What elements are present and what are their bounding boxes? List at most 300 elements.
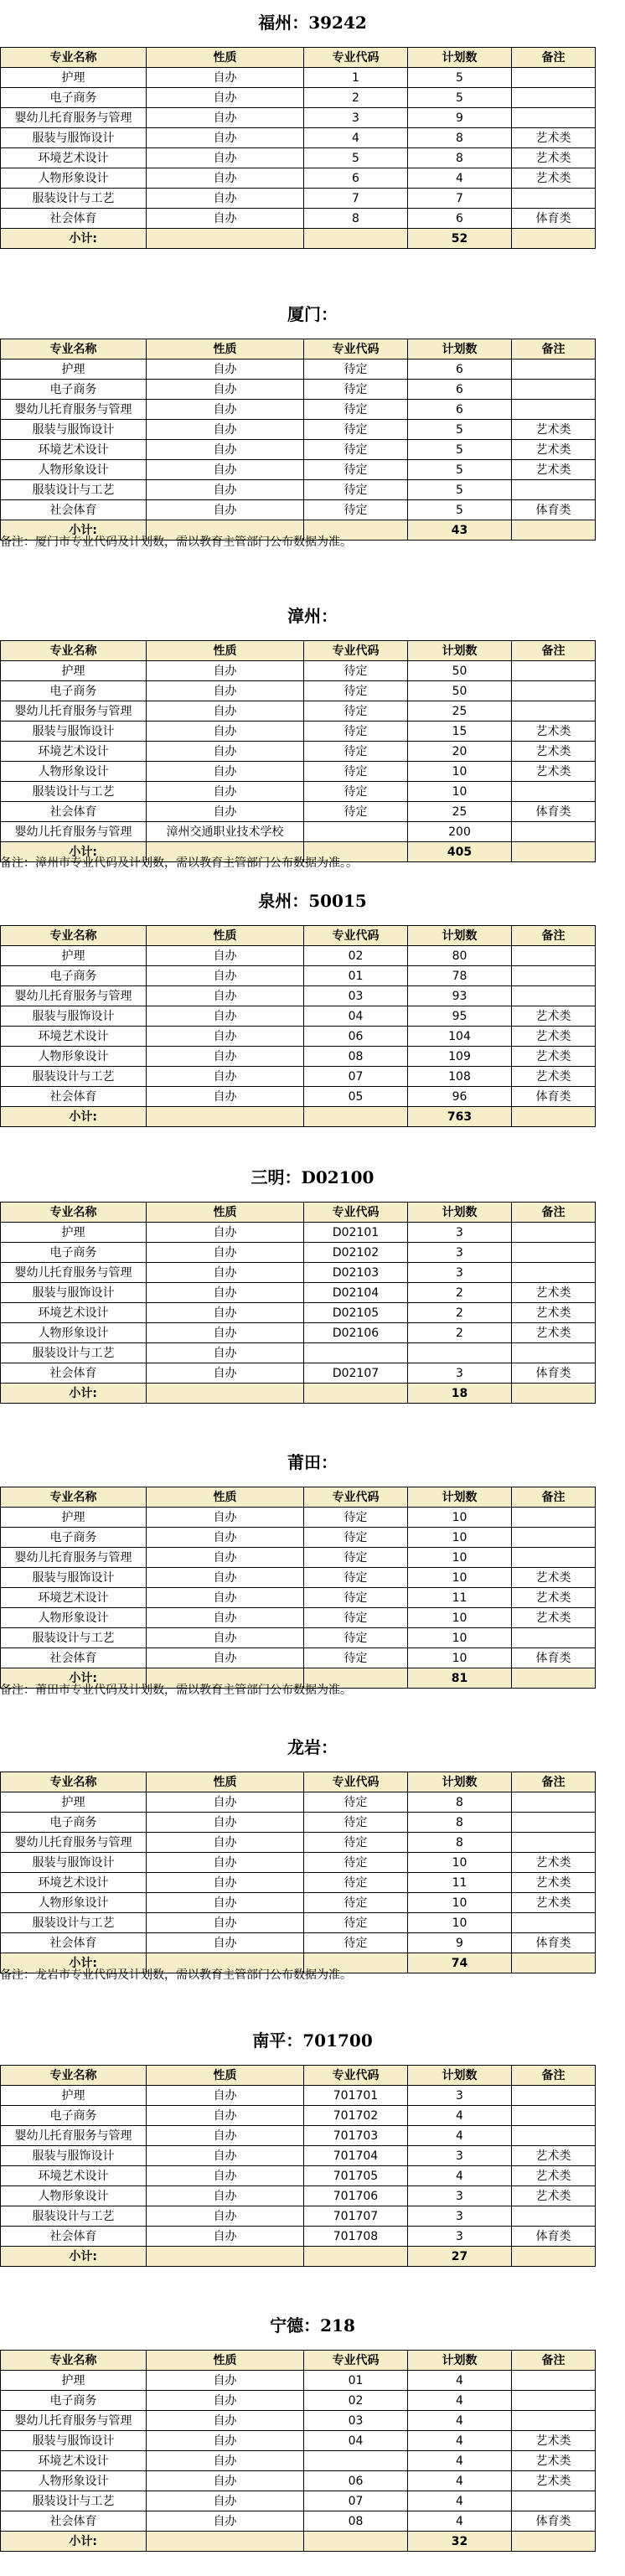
column-header: 专业名称 (1, 2351, 147, 2371)
table-cell: 艺术类 (512, 2431, 596, 2451)
table-row (1, 986, 596, 1006)
subtotal-empty-cell (147, 229, 304, 249)
table-cell (512, 966, 596, 986)
table-cell: 社会体育 (1, 2227, 147, 2247)
table-cell: 06 (304, 2471, 408, 2491)
table-cell: 护理 (1, 946, 147, 966)
table-cell: 人物形象设计 (1, 2186, 147, 2206)
table-cell: 自办 (147, 1628, 304, 1648)
table-cell: 待定 (304, 1913, 408, 1933)
table-cell: 03 (304, 986, 408, 1006)
table-cell: 环境艺术设计 (1, 742, 147, 762)
table-row (1, 2431, 596, 2451)
table-row (1, 2146, 596, 2166)
table-cell: 06 (304, 1027, 408, 1047)
table-cell (512, 1792, 596, 1813)
table-cell: 待定 (304, 782, 408, 802)
subtotal-value: 405 (408, 842, 512, 862)
table-row (1, 1343, 596, 1363)
table-cell: 自办 (147, 1363, 304, 1384)
table-cell: 3 (408, 2146, 512, 2166)
table-cell: 艺术类 (512, 128, 596, 148)
table-cell: 艺术类 (512, 1568, 596, 1588)
table-cell: 5 (408, 500, 512, 520)
table-cell: 社会体育 (1, 1363, 147, 1384)
table-cell (512, 2491, 596, 2511)
table-cell: 人物形象设计 (1, 168, 147, 189)
subtotal-empty-cell (147, 1384, 304, 1404)
table-cell: 环境艺术设计 (1, 1588, 147, 1608)
table-cell: 03 (304, 2411, 408, 2431)
table-cell: 95 (408, 1006, 512, 1027)
table-cell: 艺术类 (512, 420, 596, 440)
table-row (1, 420, 596, 440)
table-cell: 6 (408, 360, 512, 380)
table-cell: 9 (408, 108, 512, 128)
table-cell: 自办 (147, 440, 304, 460)
table-cell: 3 (408, 1243, 512, 1263)
table-row (1, 1792, 596, 1813)
table-cell: 艺术类 (512, 2186, 596, 2206)
table-cell: 10 (408, 762, 512, 782)
table-cell: 待定 (304, 802, 408, 822)
table-cell: 体育类 (512, 2227, 596, 2247)
table-cell: 7 (408, 189, 512, 209)
table-cell: 4 (408, 168, 512, 189)
table-cell: 婴幼儿托育服务与管理 (1, 2411, 147, 2431)
table-cell: 自办 (147, 1087, 304, 1107)
table-cell: 电子商务 (1, 966, 147, 986)
table-cell: 艺术类 (512, 1873, 596, 1893)
table-row (1, 1363, 596, 1384)
table-cell: 自办 (147, 1833, 304, 1853)
city-title: 莆田： (287, 1452, 338, 1472)
table-row (1, 148, 596, 168)
subtotal-value: 74 (408, 1953, 512, 1973)
table-row (1, 762, 596, 782)
column-header: 专业名称 (1, 926, 147, 946)
table-cell: 待定 (304, 1813, 408, 1833)
table-cell: 11 (408, 1873, 512, 1893)
subtotal-empty-cell (512, 1384, 596, 1404)
table-cell: 自办 (147, 2431, 304, 2451)
table-cell: 环境艺术设计 (1, 2166, 147, 2186)
table-cell: 服装设计与工艺 (1, 1628, 147, 1648)
table-cell: 艺术类 (512, 2451, 596, 2471)
table-cell: 电子商务 (1, 1528, 147, 1548)
table-cell: 婴幼儿托育服务与管理 (1, 822, 147, 842)
table-cell: 109 (408, 1047, 512, 1067)
table-cell: 待定 (304, 400, 408, 420)
table-cell: 艺术类 (512, 1893, 596, 1913)
table-cell: 服装设计与工艺 (1, 1343, 147, 1363)
section-note: 备注：漳州市专业代码及计划数，需以教育主管部门公布数据为准。。 (0, 856, 358, 870)
table-cell: 待定 (304, 380, 408, 400)
table-cell: 待定 (304, 722, 408, 742)
column-header: 专业代码 (304, 1487, 408, 1508)
table-row (1, 2186, 596, 2206)
table-cell: 婴幼儿托育服务与管理 (1, 1548, 147, 1568)
table-row (1, 168, 596, 189)
table-cell: 服装与服饰设计 (1, 128, 147, 148)
table-cell: 护理 (1, 1223, 147, 1243)
table-cell: 社会体育 (1, 2511, 147, 2532)
table-cell: 婴幼儿托育服务与管理 (1, 701, 147, 722)
table-cell: D02103 (304, 1263, 408, 1283)
subtotal-value: 32 (408, 2532, 512, 2552)
table-row (1, 1548, 596, 1568)
subtotal-value: 18 (408, 1384, 512, 1404)
table-cell: 08 (304, 2511, 408, 2532)
table-cell: 4 (408, 2431, 512, 2451)
table-row (1, 1067, 596, 1087)
table-cell: 待定 (304, 1588, 408, 1608)
column-header: 计划数 (408, 1487, 512, 1508)
table-cell: 自办 (147, 108, 304, 128)
table-cell (512, 1508, 596, 1528)
table-cell: 电子商务 (1, 681, 147, 701)
subtotal-empty-cell (304, 1107, 408, 1127)
table-cell: 服装与服饰设计 (1, 420, 147, 440)
table-header-row (1, 641, 596, 661)
table-row (1, 400, 596, 420)
table-cell: 4 (408, 2371, 512, 2391)
table-cell: 8 (408, 1813, 512, 1833)
table-cell: 艺术类 (512, 1006, 596, 1027)
table-row (1, 1087, 596, 1107)
subtotal-empty-cell (512, 1668, 596, 1689)
section-note: 备注：厦门市专业代码及计划数，需以教育主管部门公布数据为准。 (0, 535, 352, 549)
table-cell: 3 (408, 2206, 512, 2227)
table-cell: 4 (408, 2451, 512, 2471)
column-header: 备注 (512, 926, 596, 946)
table-cell: 50 (408, 681, 512, 701)
table-cell (512, 68, 596, 88)
subtotal-empty-cell (512, 2532, 596, 2552)
table-row (1, 440, 596, 460)
table-cell: 自办 (147, 1283, 304, 1303)
table-cell: 自办 (147, 2126, 304, 2146)
table-cell: 婴幼儿托育服务与管理 (1, 400, 147, 420)
table-cell: 待定 (304, 1792, 408, 1813)
table-cell: 701704 (304, 2146, 408, 2166)
table-cell (512, 822, 596, 842)
table-cell: 07 (304, 1067, 408, 1087)
table-cell (304, 1343, 408, 1363)
table-cell: 2 (408, 1283, 512, 1303)
table-cell (512, 1548, 596, 1568)
table-cell (512, 360, 596, 380)
table-row (1, 2166, 596, 2186)
city-title: 南平：701700 (252, 2030, 373, 2051)
table-cell: 待定 (304, 1893, 408, 1913)
table-cell: 艺术类 (512, 2146, 596, 2166)
table-row (1, 1853, 596, 1873)
table-cell: 电子商务 (1, 88, 147, 108)
table-cell: 待定 (304, 742, 408, 762)
table-cell (512, 1528, 596, 1548)
table-cell: 2 (408, 1303, 512, 1323)
table-cell: 艺术类 (512, 2166, 596, 2186)
table-row (1, 1223, 596, 1243)
table-cell: 自办 (147, 2511, 304, 2532)
column-header: 计划数 (408, 1772, 512, 1792)
table-row (1, 2491, 596, 2511)
table-row (1, 1243, 596, 1263)
table-cell (512, 1813, 596, 1833)
table-cell: 02 (304, 2391, 408, 2411)
table-cell: 艺术类 (512, 1608, 596, 1628)
table-cell: 自办 (147, 1067, 304, 1087)
table-row (1, 1568, 596, 1588)
table-cell: 婴幼儿托育服务与管理 (1, 1263, 147, 1283)
column-header: 计划数 (408, 926, 512, 946)
table-cell: 04 (304, 2431, 408, 2451)
table-cell: 艺术类 (512, 1853, 596, 1873)
table-cell: 社会体育 (1, 1933, 147, 1953)
table-cell: 自办 (147, 2411, 304, 2431)
table-cell: 人物形象设计 (1, 1323, 147, 1343)
column-header: 性质 (147, 48, 304, 68)
column-header: 备注 (512, 641, 596, 661)
column-header: 性质 (147, 339, 304, 360)
table-cell: 社会体育 (1, 802, 147, 822)
column-header: 性质 (147, 1203, 304, 1223)
table-cell: 服装设计与工艺 (1, 782, 147, 802)
column-header: 备注 (512, 2351, 596, 2371)
plan-table (0, 47, 596, 249)
table-cell: 8 (304, 209, 408, 229)
table-cell: 电子商务 (1, 1813, 147, 1833)
subtotal-empty-cell (304, 2532, 408, 2552)
table-cell: 11 (408, 1588, 512, 1608)
table-cell (512, 2206, 596, 2227)
table-cell: 自办 (147, 2491, 304, 2511)
table-cell (512, 1343, 596, 1363)
table-cell: 自办 (147, 1303, 304, 1323)
column-header: 计划数 (408, 339, 512, 360)
subtotal-empty-cell (147, 2247, 304, 2267)
table-cell: 自办 (147, 88, 304, 108)
column-header: 备注 (512, 339, 596, 360)
subtotal-empty-cell (304, 2247, 408, 2267)
table-cell: 15 (408, 722, 512, 742)
table-cell: 05 (304, 1087, 408, 1107)
table-row (1, 1588, 596, 1608)
table-cell: 4 (304, 128, 408, 148)
table-cell: 环境艺术设计 (1, 148, 147, 168)
column-header: 专业名称 (1, 1772, 147, 1792)
table-cell: 社会体育 (1, 1648, 147, 1668)
table-cell: 9 (408, 1933, 512, 1953)
city-title: 龙岩： (287, 1737, 338, 1757)
table-cell: 自办 (147, 742, 304, 762)
table-cell: 自办 (147, 2166, 304, 2186)
table-cell: 待定 (304, 1528, 408, 1548)
table-cell: 8 (408, 1833, 512, 1853)
table-cell: 93 (408, 986, 512, 1006)
table-cell: 3 (408, 2227, 512, 2247)
table-cell: D02106 (304, 1323, 408, 1343)
subtotal-label: 小计: (1, 842, 147, 862)
plan-table (0, 640, 596, 862)
table-cell (512, 108, 596, 128)
column-header: 计划数 (408, 48, 512, 68)
table-cell: 服装设计与工艺 (1, 2206, 147, 2227)
subtotal-value: 27 (408, 2247, 512, 2267)
table-cell: 3 (408, 1223, 512, 1243)
column-header: 专业代码 (304, 1203, 408, 1223)
table-cell: 环境艺术设计 (1, 1303, 147, 1323)
table-cell: 自办 (147, 1006, 304, 1027)
table-cell: 待定 (304, 440, 408, 460)
subtotal-empty-cell (304, 229, 408, 249)
table-cell: 待定 (304, 1648, 408, 1668)
subtotal-empty-cell (512, 520, 596, 541)
table-row (1, 946, 596, 966)
table-cell (512, 1243, 596, 1263)
column-header: 专业名称 (1, 641, 147, 661)
column-header: 计划数 (408, 641, 512, 661)
table-cell: 体育类 (512, 1363, 596, 1384)
column-header: 专业代码 (304, 48, 408, 68)
table-cell: 自办 (147, 701, 304, 722)
table-cell: 漳州交通职业技术学校 (147, 822, 304, 842)
column-header: 计划数 (408, 1203, 512, 1223)
table-cell: 服装设计与工艺 (1, 480, 147, 500)
table-cell: 待定 (304, 661, 408, 681)
table-cell: 25 (408, 802, 512, 822)
table-cell: 服装与服饰设计 (1, 1006, 147, 1027)
table-row (1, 1303, 596, 1323)
table-cell: 待定 (304, 1508, 408, 1528)
table-cell: 艺术类 (512, 148, 596, 168)
table-cell (512, 380, 596, 400)
table-cell: 待定 (304, 460, 408, 480)
table-cell (512, 782, 596, 802)
table-cell (512, 2371, 596, 2391)
table-cell: 自办 (147, 1608, 304, 1628)
table-cell (512, 2126, 596, 2146)
table-cell (512, 1223, 596, 1243)
table-cell: 自办 (147, 1528, 304, 1548)
table-cell: 艺术类 (512, 1067, 596, 1087)
table-row (1, 1323, 596, 1343)
table-cell: 自办 (147, 802, 304, 822)
table-cell: 待定 (304, 1608, 408, 1628)
table-row (1, 2086, 596, 2106)
table-row (1, 742, 596, 762)
table-row (1, 802, 596, 822)
subtotal-value: 763 (408, 1107, 512, 1127)
table-row (1, 2391, 596, 2411)
table-cell: 艺术类 (512, 1303, 596, 1323)
table-cell: 5 (408, 440, 512, 460)
table-cell: 自办 (147, 2451, 304, 2471)
table-cell: 4 (408, 2126, 512, 2146)
table-cell: 体育类 (512, 1933, 596, 1953)
table-cell: 自办 (147, 2146, 304, 2166)
table-row (1, 480, 596, 500)
table-cell: 自办 (147, 986, 304, 1006)
table-cell: 10 (408, 1568, 512, 1588)
table-cell: 待定 (304, 1548, 408, 1568)
subtotal-row (1, 1384, 596, 1404)
table-cell: 自办 (147, 946, 304, 966)
table-row (1, 1873, 596, 1893)
subtotal-value: 81 (408, 1668, 512, 1689)
table-cell: 自办 (147, 1223, 304, 1243)
city-title: 福州：39242 (258, 13, 367, 33)
table-cell: 待定 (304, 701, 408, 722)
table-cell (512, 1263, 596, 1283)
table-cell: 待定 (304, 1833, 408, 1853)
table-cell: 自办 (147, 782, 304, 802)
table-cell: 自办 (147, 2471, 304, 2491)
table-cell: 50 (408, 661, 512, 681)
table-cell: 自办 (147, 68, 304, 88)
table-cell: 4 (408, 2511, 512, 2532)
table-cell: 6 (408, 400, 512, 420)
table-cell: 自办 (147, 2227, 304, 2247)
table-cell: 环境艺术设计 (1, 1873, 147, 1893)
table-cell: 自办 (147, 1853, 304, 1873)
table-cell: 待定 (304, 681, 408, 701)
table-cell: 自办 (147, 762, 304, 782)
table-cell: 3 (408, 2086, 512, 2106)
subtotal-empty-cell (512, 229, 596, 249)
subtotal-empty-cell (512, 842, 596, 862)
table-cell: 人物形象设计 (1, 2471, 147, 2491)
table-row (1, 2471, 596, 2491)
table-row (1, 2451, 596, 2471)
table-cell: 自办 (147, 1047, 304, 1067)
table-cell: 艺术类 (512, 742, 596, 762)
table-cell: 电子商务 (1, 2106, 147, 2126)
table-cell: 电子商务 (1, 380, 147, 400)
table-row (1, 701, 596, 722)
subtotal-value: 52 (408, 229, 512, 249)
table-cell: 人物形象设计 (1, 762, 147, 782)
table-row (1, 2106, 596, 2126)
table-cell: 自办 (147, 480, 304, 500)
table-cell: 自办 (147, 1263, 304, 1283)
table-cell (512, 681, 596, 701)
table-cell: 服装与服饰设计 (1, 1283, 147, 1303)
table-cell: 待定 (304, 1853, 408, 1873)
table-cell: 艺术类 (512, 1047, 596, 1067)
column-header: 性质 (147, 641, 304, 661)
table-cell: 护理 (1, 2086, 147, 2106)
table-cell: 4 (408, 2491, 512, 2511)
table-cell (304, 2451, 408, 2471)
table-row (1, 1608, 596, 1628)
table-row (1, 360, 596, 380)
table-row (1, 1628, 596, 1648)
table-cell: 艺术类 (512, 1027, 596, 1047)
column-header: 专业代码 (304, 2066, 408, 2086)
table-cell: 5 (408, 420, 512, 440)
column-header: 专业名称 (1, 1487, 147, 1508)
table-cell: 自办 (147, 360, 304, 380)
subtotal-empty-cell (512, 2247, 596, 2267)
table-row (1, 2227, 596, 2247)
column-header: 性质 (147, 1487, 304, 1508)
column-header: 备注 (512, 1487, 596, 1508)
table-cell: 待定 (304, 1628, 408, 1648)
subtotal-label: 小计: (1, 1668, 147, 1689)
table-cell: 自办 (147, 148, 304, 168)
